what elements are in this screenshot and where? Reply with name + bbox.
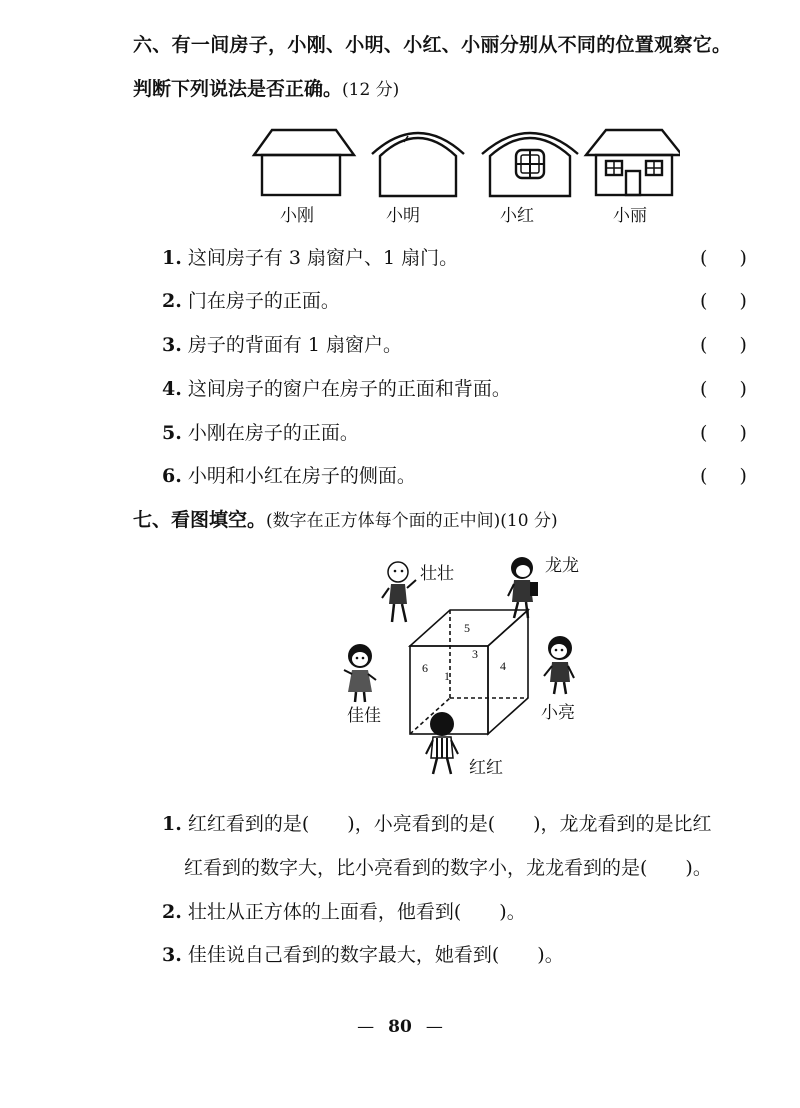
child-label-honghong: 红红 [469,758,503,778]
section6-score: (12 分) [342,80,400,100]
child-label-zhuangzhuang: 壮壮 [420,564,454,584]
child-xiaoliang-figure [544,636,574,694]
observer-label-xiaoli: 小丽 [613,206,647,226]
statement-5: 5. 小刚在房子的正面。 [162,422,359,444]
question-1-line2: 红看到的数字大，比小亮看到的数字小，龙龙看到的是( )。 [184,857,712,879]
answer-bracket-2[interactable]: ( ) [700,290,747,312]
statement-4: 4. 这间房子的窗户在房子的正面和背面。 [162,378,511,400]
child-longlong-figure [508,557,538,618]
section7-note: (数字在正方体每个面的正中间) [266,511,501,531]
house-view-xiaohong [482,133,578,196]
cube-number-right: 4 [500,659,506,673]
child-label-xiaoliang: 小亮 [541,703,575,723]
house-view-xiaoming [372,133,464,196]
cube-number-top: 5 [464,621,470,635]
answer-bracket-5[interactable]: ( ) [700,422,747,444]
statement-1: 1. 这间房子有 3 扇窗户、1 扇门。 [162,247,459,269]
statement-3: 3. 房子的背面有 1 扇窗户。 [162,334,403,356]
child-label-jiajia: 佳佳 [347,706,381,726]
observer-label-xiaogang: 小刚 [280,206,314,226]
section6-heading-line1: 六、有一间房子，小刚、小明、小红、小丽分别从不同的位置观察它。 [133,34,732,56]
statement-2: 2. 门在房子的正面。 [162,290,340,312]
observer-label-xiaoming: 小明 [386,206,420,226]
cube-number-left: 6 [422,661,428,675]
house-view-xiaogang [254,130,354,195]
answer-bracket-6[interactable]: ( ) [700,465,747,487]
page-number: — 80 — [357,1017,443,1037]
answer-bracket-4[interactable]: ( ) [700,378,747,400]
child-zhuangzhuang-figure [382,562,416,622]
question-2: 2. 壮壮从正方体的上面看，他看到( )。 [162,901,526,923]
section6-heading-line2-wrap [133,80,399,99]
cube-number-3: 3 [472,647,478,661]
answer-bracket-1[interactable]: ( ) [700,247,747,269]
child-jiajia-figure [344,644,376,702]
section7-heading-wrap [133,511,558,530]
section6-heading-line2: 判断下列说法是否正确。 [133,78,343,100]
question-1-line1: 1. 红红看到的是( )，小亮看到的是( )，龙龙看到的是比红 [162,813,712,835]
cube-number-front: 1 [444,669,450,683]
section7-score: (10 分) [500,511,558,531]
observer-label-xiaohong: 小红 [500,206,534,226]
cube-figure [338,548,586,788]
statement-6: 6. 小明和小红在房子的侧面。 [162,465,416,487]
house-view-xiaoli [586,130,680,195]
child-honghong-figure [426,712,458,774]
child-label-longlong: 龙龙 [545,556,579,576]
answer-bracket-3[interactable]: ( ) [700,334,747,356]
question-3: 3. 佳佳说自己看到的数字最大，她看到( )。 [162,944,564,966]
section7-heading: 七、看图填空。 [133,509,267,531]
